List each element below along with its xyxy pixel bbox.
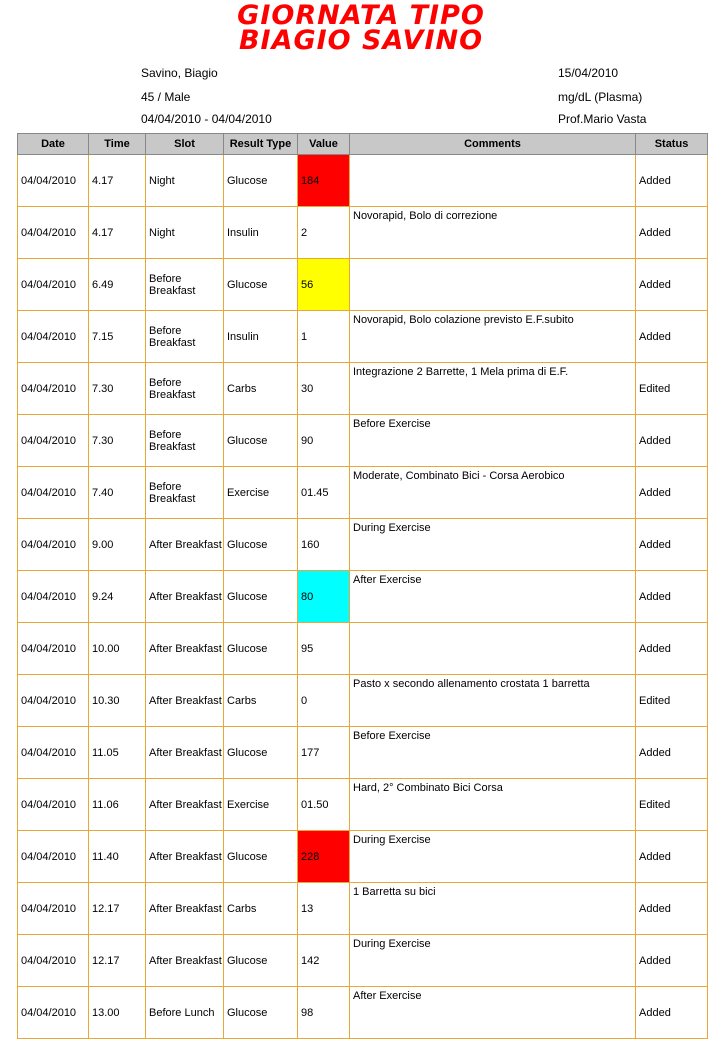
value-cell: 01.45 xyxy=(298,467,350,519)
date-cell: 04/04/2010 xyxy=(18,155,89,207)
result-type-cell: Glucose xyxy=(224,155,298,207)
date-cell: 04/04/2010 xyxy=(18,935,89,987)
result-type-cell: Glucose xyxy=(224,831,298,883)
date-cell: 04/04/2010 xyxy=(18,415,89,467)
comment-cell: Before Exercise xyxy=(350,415,636,467)
slot-cell: After Breakfast xyxy=(146,831,224,883)
comment-cell: Novorapid, Bolo colazione previsto E.F.subito xyxy=(350,311,636,363)
comment-cell: Pasto x secondo allenamento crostata 1 barretta xyxy=(350,675,636,727)
table-row xyxy=(18,311,708,363)
status-cell: Added xyxy=(636,623,708,675)
column-header-value: Value xyxy=(298,134,350,155)
table-row xyxy=(18,987,708,1039)
time-cell: 11.40 xyxy=(89,831,146,883)
comment-cell xyxy=(350,259,636,311)
slot-cell: After Breakfast xyxy=(146,883,224,935)
report-title-line-1: GIORNATA TIPO xyxy=(237,0,485,31)
slot-cell: After Breakfast xyxy=(146,519,224,571)
table-row xyxy=(18,935,708,987)
result-type-cell: Glucose xyxy=(224,987,298,1039)
slot-cell: After Breakfast xyxy=(146,675,224,727)
value-cell: 142 xyxy=(298,935,350,987)
value-cell: 01.50 xyxy=(298,779,350,831)
table-row xyxy=(18,363,708,415)
status-cell: Added xyxy=(636,519,708,571)
slot-cell: Night xyxy=(146,155,224,207)
table-row xyxy=(18,675,708,727)
table-header-row xyxy=(18,134,708,155)
value-cell: 30 xyxy=(298,363,350,415)
result-type-cell: Carbs xyxy=(224,363,298,415)
time-cell: 11.06 xyxy=(89,779,146,831)
result-type-cell: Glucose xyxy=(224,519,298,571)
date-cell: 04/04/2010 xyxy=(18,311,89,363)
table-row xyxy=(18,727,708,779)
doctor-value: Prof.Mario Vasta xyxy=(558,112,647,126)
column-header-result-type: Result Type xyxy=(224,134,298,155)
comment-cell: Before Exercise xyxy=(350,727,636,779)
date-cell: 04/04/2010 xyxy=(18,207,89,259)
date-cell: 04/04/2010 xyxy=(18,363,89,415)
slot-cell: After Breakfast xyxy=(146,623,224,675)
time-cell: 10.30 xyxy=(89,675,146,727)
comment-cell xyxy=(350,623,636,675)
status-cell: Added xyxy=(636,987,708,1039)
slot-cell: After Breakfast xyxy=(146,779,224,831)
slot-cell: Before Breakfast xyxy=(146,259,224,311)
result-type-cell: Exercise xyxy=(224,467,298,519)
date-cell: 04/04/2010 xyxy=(18,467,89,519)
table-row xyxy=(18,415,708,467)
time-cell: 4.17 xyxy=(89,207,146,259)
comment-cell: During Exercise xyxy=(350,831,636,883)
status-cell: Added xyxy=(636,155,708,207)
table-row xyxy=(18,779,708,831)
time-cell: 7.30 xyxy=(89,415,146,467)
comment-cell: Novorapid, Bolo di correzione xyxy=(350,207,636,259)
date-cell: 04/04/2010 xyxy=(18,987,89,1039)
value-cell: 90 xyxy=(298,415,350,467)
status-cell: Added xyxy=(636,259,708,311)
time-cell: 6.49 xyxy=(89,259,146,311)
date-cell: 04/04/2010 xyxy=(18,259,89,311)
time-cell: 12.17 xyxy=(89,883,146,935)
value-cell: 177 xyxy=(298,727,350,779)
table-row xyxy=(18,155,708,207)
result-type-cell: Glucose xyxy=(224,571,298,623)
table-row xyxy=(18,467,708,519)
results-table xyxy=(17,133,708,1039)
slot-cell: Before Breakfast xyxy=(146,363,224,415)
result-type-cell: Insulin xyxy=(224,207,298,259)
date-cell: 04/04/2010 xyxy=(18,727,89,779)
slot-cell: After Breakfast xyxy=(146,727,224,779)
value-cell: 228 xyxy=(298,831,350,883)
status-cell: Added xyxy=(636,207,708,259)
status-cell: Added xyxy=(636,727,708,779)
status-cell: Added xyxy=(636,467,708,519)
table-row xyxy=(18,883,708,935)
status-cell: Added xyxy=(636,571,708,623)
result-type-cell: Insulin xyxy=(224,311,298,363)
value-cell: 98 xyxy=(298,987,350,1039)
value-cell: 2 xyxy=(298,207,350,259)
slot-cell: Before Breakfast xyxy=(146,467,224,519)
status-cell: Added xyxy=(636,831,708,883)
time-cell: 7.30 xyxy=(89,363,146,415)
comment-cell: During Exercise xyxy=(350,935,636,987)
table-body xyxy=(18,155,708,1039)
slot-cell: After Breakfast xyxy=(146,571,224,623)
report-date-value: 15/04/2010 xyxy=(558,66,619,80)
value-cell: 0 xyxy=(298,675,350,727)
table-row xyxy=(18,571,708,623)
column-header-slot: Slot xyxy=(146,134,224,155)
comment-cell: After Exercise xyxy=(350,571,636,623)
status-cell: Added xyxy=(636,415,708,467)
date-cell: 04/04/2010 xyxy=(18,779,89,831)
table-row xyxy=(18,623,708,675)
status-cell: Edited xyxy=(636,363,708,415)
column-header-date: Date xyxy=(18,134,89,155)
value-cell: 184 xyxy=(298,155,350,207)
time-cell: 13.00 xyxy=(89,987,146,1039)
value-cell: 1 xyxy=(298,311,350,363)
date-cell: 04/04/2010 xyxy=(18,571,89,623)
result-type-cell: Glucose xyxy=(224,415,298,467)
date-cell: 04/04/2010 xyxy=(18,883,89,935)
slot-cell: Before Breakfast xyxy=(146,415,224,467)
slot-cell: Before Lunch xyxy=(146,987,224,1039)
status-cell: Added xyxy=(636,311,708,363)
slot-cell: Before Breakfast xyxy=(146,311,224,363)
time-cell: 12.17 xyxy=(89,935,146,987)
comment-cell xyxy=(350,155,636,207)
comment-cell: Moderate, Combinato Bici - Corsa Aerobico xyxy=(350,467,636,519)
status-cell: Added xyxy=(636,935,708,987)
value-cell: 80 xyxy=(298,571,350,623)
date-range-value: 04/04/2010 - 04/04/2010 xyxy=(141,112,272,126)
comment-cell: After Exercise xyxy=(350,987,636,1039)
time-cell: 10.00 xyxy=(89,623,146,675)
table-row xyxy=(18,519,708,571)
result-type-cell: Glucose xyxy=(224,727,298,779)
value-cell: 56 xyxy=(298,259,350,311)
value-cell: 95 xyxy=(298,623,350,675)
slot-cell: After Breakfast xyxy=(146,935,224,987)
time-cell: 7.40 xyxy=(89,467,146,519)
result-type-cell: Glucose xyxy=(224,935,298,987)
column-header-status: Status xyxy=(636,134,708,155)
result-type-cell: Glucose xyxy=(224,259,298,311)
date-cell: 04/04/2010 xyxy=(18,831,89,883)
result-type-cell: Carbs xyxy=(224,675,298,727)
patient-value: Savino, Biagio xyxy=(141,66,218,80)
comment-cell: Integrazione 2 Barrette, 1 Mela prima di E.F. xyxy=(350,363,636,415)
time-cell: 9.24 xyxy=(89,571,146,623)
comment-cell: 1 Barretta su bici xyxy=(350,883,636,935)
column-header-time: Time xyxy=(89,134,146,155)
date-cell: 04/04/2010 xyxy=(18,623,89,675)
time-cell: 4.17 xyxy=(89,155,146,207)
age-gender-value: 45 / Male xyxy=(141,90,191,104)
value-cell: 13 xyxy=(298,883,350,935)
comment-cell: During Exercise xyxy=(350,519,636,571)
value-cell: 160 xyxy=(298,519,350,571)
slot-cell: Night xyxy=(146,207,224,259)
status-cell: Added xyxy=(636,883,708,935)
status-cell: Edited xyxy=(636,675,708,727)
result-type-cell: Glucose xyxy=(224,623,298,675)
table-row xyxy=(18,207,708,259)
result-type-cell: Exercise xyxy=(224,779,298,831)
table-row xyxy=(18,831,708,883)
column-header-comments: Comments xyxy=(350,134,636,155)
units-value: mg/dL (Plasma) xyxy=(558,90,643,104)
date-cell: 04/04/2010 xyxy=(18,519,89,571)
result-type-cell: Carbs xyxy=(224,883,298,935)
table-row xyxy=(18,259,708,311)
time-cell: 11.05 xyxy=(89,727,146,779)
date-cell: 04/04/2010 xyxy=(18,675,89,727)
time-cell: 7.15 xyxy=(89,311,146,363)
comment-cell: Hard, 2° Combinato Bici Corsa xyxy=(350,779,636,831)
status-cell: Edited xyxy=(636,779,708,831)
time-cell: 9.00 xyxy=(89,519,146,571)
report-title-line-2: BIAGIO SAVINO xyxy=(238,25,484,56)
